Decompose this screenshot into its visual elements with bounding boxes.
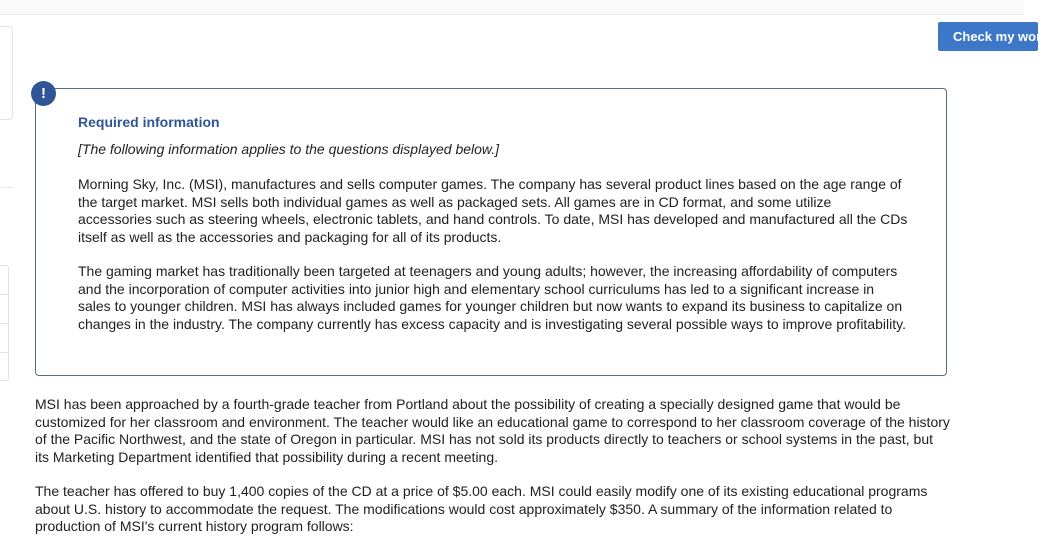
question-paragraph: The teacher has offered to buy 1,400 copies of the CD at a price of $5.00 each. MSI could easily modify one of its existing educational programs about U.S. history to accommodate the request. The modifications would cost approximately $350. A summary of the information related to production of MSI's current history program follows: bbox=[35, 483, 928, 534]
info-paragraph: The gaming market has traditionally been targeted at teenagers and young adults; however, the increasing affordability of computers and the incorporation of computer activities into junior high and elementary school curriculums has led to a significant increase in sales to younger children. MSI has always included games for younger children but now wants to expand its business to capitalize on changes in the industry. The company currently has excess capacity and is investigating several possible ways to improve profitability. bbox=[78, 263, 906, 332]
info-paragraph: Morning Sky, Inc. (MSI), manufactures and sells computer games. The company has several product lines based on the age range of the target market. MSI sells both individual games as well as packaged sets. All games are in CD format, and some utilize accessories such as steering wheels, electronic tablets, and hand controls. To date, MSI has developed and manufactured all the CDs itself as well as the accessories and packaging for all of its products. bbox=[78, 176, 908, 245]
alert-icon: ! bbox=[31, 81, 56, 106]
info-title: Required information bbox=[78, 114, 220, 130]
question-nav-card[interactable] bbox=[0, 26, 13, 120]
question-paragraph: MSI has been approached by a fourth-grade teacher from Portland about the possibility of creating a specially designed game that would be customized for her classroom and environment. The teacher would like an educational game to correspond to her classroom coverage of the history of the Pacific Northwest, and the state of Oregon in particular. MSI has not sold its products directly to teachers or school systems in the past, but its Marketing Department identified that possibility during a recent meeting. bbox=[35, 396, 950, 465]
check-my-work-button[interactable]: Check my work bbox=[938, 22, 1038, 51]
question-nav-list[interactable] bbox=[0, 265, 9, 381]
question-nav-item[interactable] bbox=[0, 295, 8, 324]
question-nav-item[interactable] bbox=[0, 266, 8, 295]
info-note: [The following information applies to the questions displayed below.] bbox=[78, 141, 500, 157]
divider bbox=[0, 187, 14, 188]
top-bar bbox=[0, 0, 1024, 15]
question-nav-item[interactable] bbox=[0, 353, 8, 381]
required-information-box bbox=[35, 88, 947, 376]
question-nav-item[interactable] bbox=[0, 324, 8, 353]
